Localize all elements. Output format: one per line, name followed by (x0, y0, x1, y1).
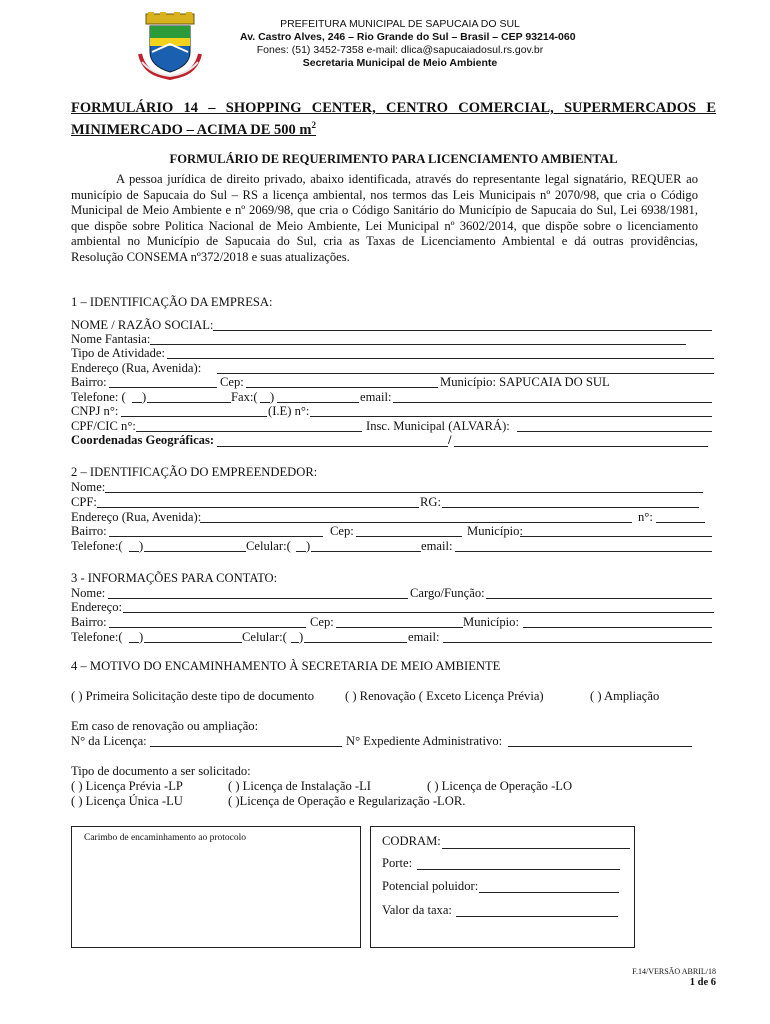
codram-field[interactable] (442, 848, 630, 849)
license-number-label: N° da Licença: (71, 734, 147, 748)
entrepreneur-cep-label: Cep: (330, 524, 354, 538)
intro-line: Resolução CONSEMA nº372/2018 e suas atualizações. (71, 249, 350, 264)
entrepreneur-cpf-label: CPF: (71, 495, 97, 509)
form-title-line2 (71, 117, 316, 139)
pollution-potential-field[interactable] (479, 892, 619, 893)
entrepreneur-neighborhood-field[interactable] (109, 536, 323, 537)
contact-role-label: Cargo/Função: (410, 586, 485, 600)
form-version: F.14/VERSÃO ABRIL/18 (632, 967, 716, 976)
ie-field[interactable] (310, 416, 712, 417)
section4-heading: 4 – MOTIVO DO ENCAMINHAMENTO À SECRETARIA DE MEIO AMBIENTE (71, 659, 501, 673)
contact-name-field[interactable] (108, 598, 408, 599)
intro-line: A pessoa jurídica de direito privado, abaixo identificada, através do representante legal signatário, REQUER ao (116, 172, 698, 186)
first-request-checkbox[interactable]: ( ) Primeira Solicitação deste tipo de documento (71, 689, 315, 703)
contact-email-field[interactable] (443, 642, 712, 643)
company-cep-field[interactable] (246, 387, 438, 388)
entrepreneur-email-field[interactable] (455, 551, 712, 552)
company-cep-label: Cep: (220, 375, 244, 389)
company-fax-label: Fax:( (231, 390, 258, 404)
contact-neighborhood-field[interactable] (109, 627, 306, 628)
intro-paragraph (71, 172, 698, 265)
header-address: Av. Castro Alves, 246 – Rio Grande do Sul – Brasil – CEP 93214-060 (240, 31, 576, 43)
fee-value-label: Valor da taxa: (382, 903, 452, 917)
li-checkbox[interactable]: ( ) Licença de Instalação -LI (228, 779, 371, 793)
contact-address-label: Endereço: (71, 600, 123, 614)
cnpj-field[interactable] (121, 416, 267, 417)
entrepreneur-cpf-field[interactable] (97, 507, 419, 508)
entrepreneur-rg-label: RG: (420, 495, 441, 509)
header-contacts: Fones: (51) 3452-7358 e-mail: dlica@sapucaiadosul.rs.gov.br (256, 44, 544, 56)
coordinates-separator: / (448, 433, 452, 447)
codram-box (370, 826, 635, 948)
intro-line: município de Sapucaia do Sul – RS a licença ambiental, nos termos das Leis Municipais nº 2070/98, que cria o Código (71, 187, 698, 202)
form-title-superscript: 2 (311, 120, 316, 130)
contact-municipality-label: Município: (463, 615, 519, 629)
contact-cell-field[interactable] (304, 642, 407, 643)
contact-cell-paren: ) (299, 630, 304, 644)
entrepreneur-cell-paren: ) (306, 539, 311, 553)
cnpj-label: CNPJ n°: (71, 404, 119, 418)
entrepreneur-cep-field[interactable] (356, 536, 462, 537)
page-number: 1 de 6 (689, 977, 716, 988)
section1-heading: 1 – IDENTIFICAÇÃO DA EMPRESA: (71, 295, 273, 309)
contact-phone-ddd-field[interactable] (129, 642, 139, 643)
contact-cell-ddd-field[interactable] (291, 642, 299, 643)
contact-email-label: email: (408, 630, 440, 644)
protocol-stamp-box[interactable] (71, 826, 361, 948)
contact-cell-label: Celular:( (242, 630, 287, 644)
entrepreneur-municipality-label: Município: (467, 524, 523, 538)
lo-checkbox[interactable]: ( ) Licença de Operação -LO (427, 779, 573, 793)
contact-phone-field[interactable] (144, 642, 242, 643)
renewal-expansion-label: Em caso de renovação ou ampliação: (71, 719, 259, 733)
administrative-file-field[interactable] (508, 746, 692, 747)
entrepreneur-cell-label: Celular:( (246, 539, 291, 553)
municipal-registration-label: Insc. Municipal (ALVARÁ): (366, 419, 510, 433)
latitude-field[interactable] (217, 446, 448, 447)
cpf-cic-field[interactable] (136, 431, 362, 432)
contact-phone-label: Telefone:( (71, 630, 123, 644)
longitude-field[interactable] (454, 446, 708, 447)
entrepreneur-municipality-field[interactable] (520, 536, 712, 537)
company-fax-paren: ) (270, 390, 275, 404)
contact-cep-label: Cep: (310, 615, 334, 629)
codram-label: CODRAM: (382, 834, 441, 848)
expansion-checkbox[interactable]: ( ) Ampliação (590, 689, 660, 703)
company-municipality: Município: SAPUCAIA DO SUL (440, 375, 610, 389)
entrepreneur-email-label: email: (421, 539, 453, 553)
municipal-coat-of-arms-logo (138, 12, 202, 80)
protocol-stamp-label: Carimbo de encaminhamento ao protocolo (84, 833, 246, 843)
form-title-text: MINIMERCADO – ACIMA DE 500 m (71, 121, 312, 138)
lp-checkbox[interactable]: ( ) Licença Prévia -LP (71, 779, 183, 793)
company-phone-label: Telefone: ( (71, 390, 126, 404)
intro-line: que dispõe sobre Politica Nacional de Meio Ambiente, Lei Municipal nº 3602/2014, que dispõe sobre o licenciamento (71, 218, 698, 233)
entrepreneur-address-field[interactable] (200, 522, 632, 523)
section3-heading: 3 - INFORMAÇÕES PARA CONTATO: (71, 571, 278, 585)
contact-name-label: Nome: (71, 586, 106, 600)
license-number-field[interactable] (150, 746, 342, 747)
company-email-label: email: (360, 390, 392, 404)
trade-name-field[interactable] (150, 344, 686, 345)
contact-phone-paren: ) (139, 630, 144, 644)
size-label: Porte: (382, 856, 413, 870)
entrepreneur-phone-ddd-field[interactable] (129, 551, 139, 552)
section2-heading: 2 – IDENTIFICAÇÃO DO EMPREENDEDOR: (71, 465, 318, 479)
trade-name-label: Nome Fantasia: (71, 332, 151, 346)
form-title-line1: FORMULÁRIO 14 – SHOPPING CENTER, CENTRO COMERCIAL, SUPERMERCADOS E (71, 100, 716, 116)
company-name-label: NOME / RAZÃO SOCIAL: (71, 318, 214, 332)
entrepreneur-number-label: n°: (638, 510, 653, 524)
company-address-field[interactable] (217, 373, 714, 374)
entrepreneur-phone-label: Telefone:( (71, 539, 123, 553)
company-neighborhood-field[interactable] (109, 387, 217, 388)
entrepreneur-name-label: Nome: (71, 480, 106, 494)
intro-line: Municipal de Meio Ambiente e nº 2069/98, que cria o Código Sanitário do Município de Sapucaia do Sul, Lei 6938/1981, (71, 203, 698, 217)
activity-type-field[interactable] (167, 358, 714, 359)
entrepreneur-number-field[interactable] (656, 522, 705, 523)
company-fax-ddd-field[interactable] (260, 402, 270, 403)
ie-label: (I.E) n°: (268, 404, 310, 418)
entrepreneur-neighborhood-label: Bairro: (71, 524, 107, 538)
contact-cep-field[interactable] (336, 627, 463, 628)
company-neighborhood-label: Bairro: (71, 375, 107, 389)
intro-line: ambiental no Município de Sapucaia do Sul, cria as Taxas de Licenciamento Ambiental e dá outras providências, (71, 234, 698, 248)
entrepreneur-name-field[interactable] (105, 492, 703, 493)
entrepreneur-phone-paren: ) (139, 539, 144, 553)
form-subtitle: FORMULÁRIO DE REQUERIMENTO PARA LICENCIAMENTO AMBIENTAL (169, 152, 618, 166)
contact-municipality-field[interactable] (523, 627, 712, 628)
company-phone-ddd-field[interactable] (132, 402, 142, 403)
header-municipality: PREFEITURA MUNICIPAL DE SAPUCAIA DO SUL (280, 18, 520, 30)
coordinates-label: Coordenadas Geográficas: (71, 433, 215, 447)
contact-neighborhood-label: Bairro: (71, 615, 107, 629)
entrepreneur-address-label: Endereço (Rua, Avenida): (71, 510, 202, 524)
company-phone-paren: ) (142, 390, 147, 404)
cpf-cic-label: CPF/CIC n°: (71, 419, 136, 433)
company-fax-field[interactable] (277, 402, 359, 403)
lu-checkbox[interactable]: ( ) Licença Única -LU (71, 794, 183, 808)
municipal-registration-field[interactable] (517, 431, 712, 432)
header-secretariat: Secretaria Municipal de Meio Ambiente (302, 57, 498, 69)
company-phone-field[interactable] (147, 402, 231, 403)
renewal-checkbox[interactable]: ( ) Renovação ( Exceto Licença Prévia) (345, 689, 544, 703)
pollution-potential-label: Potencial poluidor: (382, 879, 479, 893)
contact-role-field[interactable] (486, 598, 712, 599)
entrepreneur-cell-field[interactable] (311, 551, 421, 552)
fee-value-field[interactable] (456, 916, 618, 917)
contact-address-field[interactable] (123, 612, 714, 613)
administrative-file-label: N° Expediente Administrativo: (346, 734, 503, 748)
company-address-label: Endereço (Rua, Avenida): (71, 361, 202, 375)
company-email-field[interactable] (393, 402, 712, 403)
entrepreneur-cell-ddd-field[interactable] (296, 551, 306, 552)
document-type-label: Tipo de documento a ser solicitado: (71, 764, 251, 778)
entrepreneur-rg-field[interactable] (442, 507, 699, 508)
lor-checkbox[interactable]: ( )Licença de Operação e Regularização -LOR. (228, 794, 466, 808)
size-field[interactable] (417, 869, 620, 870)
entrepreneur-phone-field[interactable] (144, 551, 246, 552)
activity-type-label: Tipo de Atividade: (71, 346, 165, 360)
company-name-field[interactable] (213, 330, 712, 331)
